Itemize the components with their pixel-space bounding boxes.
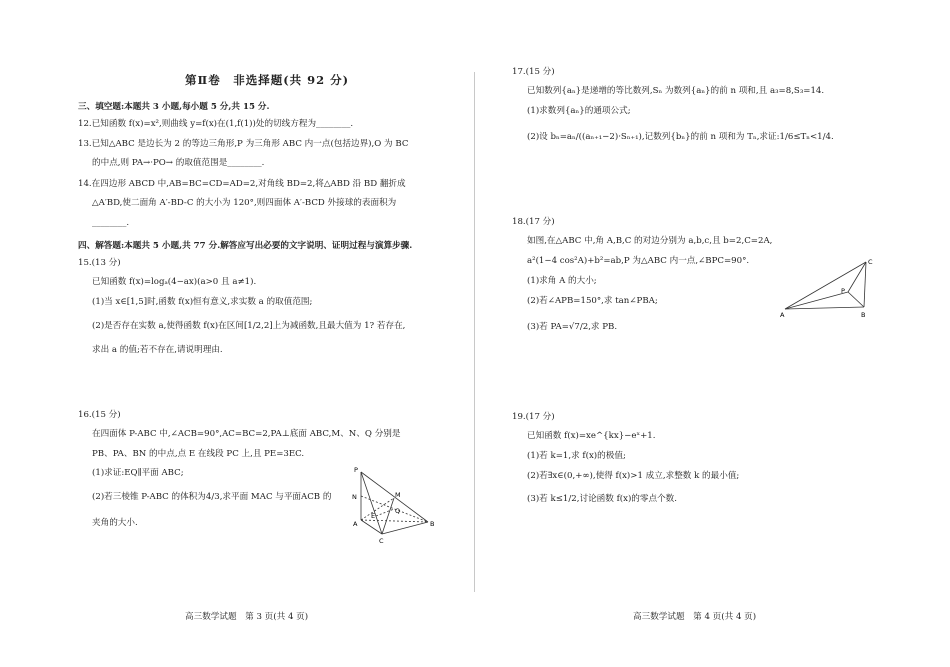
label-E: E [371, 512, 376, 520]
question-15-part1: (1)当 x∈[1,5]时,函数 f(x)恒有意义,求实数 a 的取值范围; [92, 297, 313, 307]
page-3-footer: 高三数学试题 第 3 页(共 4 页) [185, 612, 309, 622]
label-C: C [868, 258, 873, 266]
label-C: C [379, 537, 384, 544]
question-18-part1: (1)求角 A 的大小; [527, 276, 597, 286]
edge-AC [785, 262, 866, 309]
edge-CM [382, 498, 394, 534]
page-divider [474, 72, 475, 592]
question-17-header: 17.(15 分) [512, 67, 555, 77]
question-17-part1: (1)求数列{aₙ}的通项公式; [527, 106, 631, 116]
label-A: A [780, 311, 785, 319]
question-17-stem: 已知数列{aₙ}是递增的等比数列,Sₙ 为数列{aₙ}的前 n 项和,且 a₃=8,S₃=14. [527, 86, 825, 96]
question-16-part1: (1)求证:EQ∥平面 ABC; [92, 468, 184, 478]
section-4-heading: 四、解答题:本题共 5 小题,共 77 分.解答应写出必要的文字说明、证明过程与演算步骤. [78, 241, 413, 251]
question-14-line3: ________. [92, 218, 130, 228]
label-B: B [861, 311, 866, 319]
question-18-stem-line2: a²(1−4 cos²A)+b²=ab,P 为△ABC 内一点,∠BPC=90°. [527, 256, 750, 266]
question-19-part3: (3)若 k≤1/2,讨论函数 f(x)的零点个数. [527, 494, 678, 504]
question-14-line1: 14.在四边形 ABCD 中,AB=BC=CD=AD=2,对角线 BD=2,将△ABD 沿 BD 翻折成 [78, 179, 406, 189]
question-18-part2: (2)若∠APB=150°,求 tan∠PBA; [527, 296, 658, 306]
question-16-part2: (2)若三棱锥 P-ABC 的体积为4/3,求平面 MAC 与平面ACB 的 [92, 492, 332, 502]
label-M: M [395, 491, 401, 499]
segment-PC [848, 262, 866, 292]
question-15-stem: 已知函数 f(x)=logₐ(4−ax)(a>0 且 a≠1). [92, 277, 257, 287]
edge-AC [361, 520, 382, 534]
section-3-heading: 三、填空题:本题共 3 小题,每小题 5 分,共 15 分. [78, 102, 270, 112]
question-16-header: 16.(15 分) [78, 410, 121, 420]
question-15-header: 15.(13 分) [78, 258, 121, 268]
question-19-part1: (1)若 k=1,求 f(x)的极值; [527, 451, 626, 461]
question-16-stem-line2: PB、PA、BN 的中点,点 E 在线段 PC 上,且 PE=3EC. [92, 449, 305, 459]
edge-AM [361, 498, 394, 520]
edge-AB [785, 307, 864, 309]
question-19-stem: 已知函数 f(x)=xe^{kx}−eˣ+1. [527, 431, 656, 441]
question-12: 12.已知函数 f(x)=x²,则曲线 y=f(x)在(1,f(1))处的切线方程为________. [78, 119, 354, 129]
page-4-footer: 高三数学试题 第 4 页(共 4 页) [633, 612, 757, 622]
question-13-line1: 13.已知△ABC 是边长为 2 的等边三角形,P 为三角形 ABC 内一点(包括边界),O 为 BC [78, 139, 409, 149]
segment-PA [785, 292, 848, 309]
label-A: A [353, 520, 358, 528]
tetrahedron-figure [348, 462, 440, 544]
question-14-line2: △A′BD,使二面角 A′-BD-C 的大小为 120°,则四面体 A′-BCD 外接球的表面积为 [92, 198, 397, 208]
question-15-part2-cont: 求出 a 的值;若不存在,请说明理由. [92, 345, 223, 355]
question-13-line2: 的中点,则 PA→·PO→ 的取值范围是________. [92, 158, 265, 168]
question-18-part3: (3)若 PA=√7/2,求 PB. [527, 322, 618, 332]
segment-PB [848, 292, 864, 307]
edge-AB [361, 520, 428, 522]
question-17-part2: (2)设 bₙ=aₙ/((aₙ₊₁−2)·Sₙ₊₁),记数列{bₙ}的前 n 项和为 Tₙ,求证:1/6≤Tₙ<1/4. [527, 132, 834, 142]
question-15-part2: (2)是否存在实数 a,使得函数 f(x)在区间[1/2,2]上为减函数,且最大值为 1? 若存在, [92, 321, 406, 331]
question-18-stem-line1: 如图,在△ABC 中,角 A,B,C 的对边分别为 a,b,c,且 b=2,C=2A, [527, 236, 773, 246]
edge-PC [361, 472, 382, 534]
edge-EQ [376, 509, 394, 516]
label-Q: Q [395, 507, 401, 515]
question-19-header: 19.(17 分) [512, 412, 555, 422]
question-16-part2-cont: 夹角的大小. [92, 518, 138, 528]
edge-BC [864, 262, 866, 307]
question-18-header: 18.(17 分) [512, 217, 555, 227]
question-19-part2: (2)若∃x∈(0,+∞),使得 f(x)>1 成立,求整数 k 的最小值; [527, 471, 740, 481]
label-B: B [430, 520, 435, 528]
label-P: P [841, 287, 845, 295]
label-N: N [352, 493, 357, 501]
triangle-figure [778, 255, 878, 321]
question-16-stem-line1: 在四面体 P-ABC 中,∠ACB=90°,AC=BC=2,PA⊥底面 ABC,M、N、Q 分别是 [92, 429, 401, 439]
edge-CB [382, 522, 428, 534]
label-P: P [354, 466, 358, 474]
part-title: 第Ⅱ卷 非选择题(共 92 分) [185, 73, 350, 87]
